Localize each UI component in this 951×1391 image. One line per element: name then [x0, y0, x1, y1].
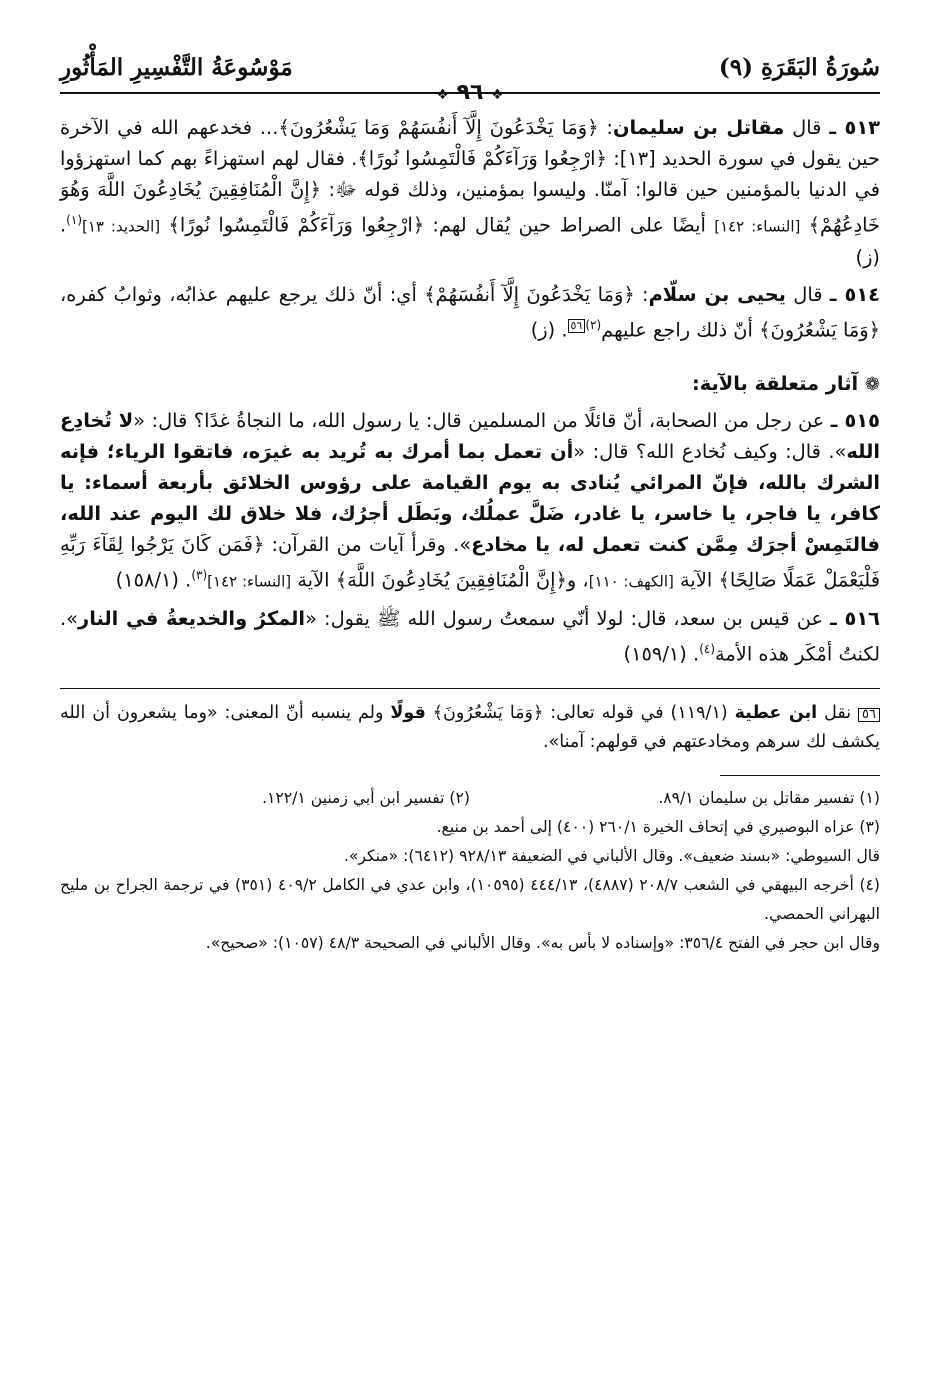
text: (١١٩/١) في قوله تعالى: [543, 702, 735, 723]
text: عن رجل من الصحابة، أنّ قائلًا من المسلمين قال: يا رسول الله، ما النجاةُ غدًا؟ قال: « [133, 408, 831, 432]
quran-verse: ﴿وَمَا يَخْدَعُونَ إِلَّآ أَنفُسَهُمْ﴾ [424, 283, 635, 307]
book-title: مَوْسُوعَةُ التَّفْسِيرِ المَأْثُورِ [60, 54, 293, 81]
footnote-row [60, 784, 880, 813]
text: أنّ ذلك راجع عليهم [601, 318, 760, 342]
ornament-icon: ❖ [491, 87, 504, 103]
text: . (١٥٩/١) [623, 642, 700, 666]
paragraph-516 [60, 603, 880, 669]
footnote-3-continued: قال السيوطي: «بسند ضعيف». وقال الألباني في الضعيفة ٩٢٨/١٣ (٦٤١٢): «منكر». [343, 846, 880, 865]
text: الآية [673, 568, 719, 592]
hadith-text: المكرُ والخديعةُ في النار [78, 607, 306, 631]
hadith-text: أن تعمل بما أمرك به تُريد به غيرَه، فاتقوا الرياء؛ فإنه الشرك بالله، فإنّ المرائي يُنادى به يوم القيامة على رؤوس الخلائق بأربعة أسماء: يا كافر، يا فاجر، يا خاسر، يا غادر، ضَلَّ عملُك، وبَطَل أجرُك، فلا خلاق لك اليوم عند الله، فالتَمِسْ أجرَك مِمَّن كنت تعمل له، يا مخادع [60, 439, 880, 556]
section-heading [60, 372, 880, 395]
verse-reference: [النساء: ١٤٢] [207, 572, 292, 591]
quran-verse: ﴿فَمَن كَانَ يَرْجُوا لِقَآءَ رَبِّهِ فَلْيَعْمَلْ عَمَلًا صَالِحًا﴾ [60, 532, 880, 592]
emphasis: قولًا [390, 702, 426, 723]
footnote-ref: (٢) [585, 318, 602, 333]
text: أيضًا على الصراط حين يُقال لهم: [424, 213, 715, 237]
quran-verse: ﴿إِنَّ الْمُنَافِقِينَ يُخَادِعُونَ اللَّهَ﴾ [335, 568, 567, 592]
hadith-text: لا تُخادِع الله [60, 408, 881, 463]
text: نقل [817, 702, 859, 723]
text: عن قيس بن سعد، قال: لولا أنّي سمعتُ رسول الله ﷺ يقول: « [305, 607, 831, 631]
author-name: يحيى بن سلّام [648, 283, 786, 307]
section-heading-text: آثار متعلقة بالآية: [691, 371, 859, 395]
author-name: ابن عطية [734, 702, 818, 723]
text: ، و [566, 568, 589, 592]
text: ». لكنتُ أمْكَر هذه الأمة [60, 607, 880, 666]
footnote-1: (١) تفسير مقاتل بن سليمان ٨٩/١. [658, 788, 880, 807]
footnote-4: (٤) أخرجه البيهقي في الشعب ٢٠٨/٧ (٤٨٨٧)، ٤٤٤/١٣ (١٠٥٩٥)، وابن عدي في الكامل ٤٠٩/٢ (٣٥١) في ترجمة الجراح بن مليح البهراني الحمصي. [60, 875, 881, 923]
paragraph-number: ٥١٤ ـ [829, 283, 880, 307]
quran-verse: ﴿وَمَا يَشْعُرُونَ﴾ [432, 702, 544, 723]
text: . (ز) [530, 318, 568, 342]
footnote-3: (٣) عزاه البوصيري في إتحاف الخيرة ٢٦٠/١ (٤٠٠) إلى أحمد بن منيع. [436, 817, 880, 836]
running-header [60, 52, 880, 94]
footnote-divider [720, 775, 880, 776]
author-name: مقاتل بن سليمان [612, 116, 785, 139]
verse-reference: [النساء: ١٤٢] [714, 217, 801, 236]
paragraph-number: ٥١٥ ـ [830, 408, 880, 432]
quran-verse: ﴿وَمَا يَشْعُرُونَ﴾ [759, 318, 880, 342]
footnote-ref: (٤) [699, 642, 716, 657]
document-page [60, 52, 880, 1352]
text: : [598, 116, 613, 139]
text [426, 703, 433, 723]
flower-icon: ❁ [864, 373, 880, 395]
commentary-note-56 [60, 699, 880, 757]
text: : [634, 283, 649, 307]
surah-title: سُورَةُ البَقَرَةِ (٩) [718, 54, 880, 81]
paragraph-513 [60, 112, 880, 273]
ornament-icon: ❖ [436, 87, 449, 103]
paragraph-515 [60, 405, 880, 597]
page-number: ٩٦ [456, 80, 484, 105]
quran-verse: ﴿وَمَا يَخْدَعُونَ إِلَّآ أَنفُسَهُمْ وَمَا يَشْعُرُونَ﴾ [278, 116, 599, 139]
quran-verse: ﴿إِنَّ الْمُنَافِقِينَ يُخَادِعُونَ اللَّهَ وَهُوَ خَادِعُهُمْ﴾ [60, 178, 880, 237]
text: أي: أنّ ذلك يرجع عليهم عذابُه، وثوابُ كفره، [60, 283, 425, 307]
text: الآية [291, 568, 336, 592]
verse-reference: [الكهف: ١١٠] [588, 572, 674, 591]
footnote-4-continued: وقال ابن حجر في الفتح ٣٥٦/٤: «وإسناده لا بأس به». وقال الألباني في الصحيحة ٤٨/٣ (١٠٥٧): «صحيح». [205, 933, 880, 952]
commentary-box-number: ٥٦ [858, 708, 880, 722]
text: ولم ينسبه أنّ المعنى: «وما يشعرون أن الله يكشف لك سرهم ومخادعتهم في قولهم: آمنا». [60, 702, 880, 752]
commentary-box-ref: ٥٦ [568, 319, 586, 333]
verse-reference: [الحديد: ١٣] [82, 217, 161, 236]
footnote-2: (٢) تفسير ابن أبي زمنين ١٢٢/١. [262, 788, 470, 807]
footnote-ref: (٣) [191, 567, 208, 582]
divider [60, 688, 880, 689]
paragraph-514 [60, 279, 880, 345]
text: . (١٥٨/١) [115, 568, 192, 592]
text: ». قال: وكيف نُخادع الله؟ قال: « [573, 439, 847, 463]
text: قال [785, 283, 830, 307]
footnote-ref: (١) [66, 213, 82, 227]
text: قال [784, 116, 830, 139]
paragraph-number: ٥١٦ ـ [830, 607, 880, 631]
quran-verse: ﴿ارْجِعُوا وَرَآءَكُمْ فَالْتَمِسُوا نُورًا﴾ [357, 147, 607, 170]
paragraph-number: ٥١٣ ـ [829, 116, 881, 139]
text: ... فخدعهم الله في الآخرة حين يقول في سورة الحديد [١٣]: [60, 116, 881, 170]
quran-verse: ﴿ارْجِعُوا وَرَآءَكُمْ فَالْتَمِسُوا نُورًا﴾ [168, 213, 425, 237]
text: . فقال لهم استهزاءً بهم كما استهزؤوا في الدنيا بالمؤمنين حين قالوا: آمنّا. وليسوا بمؤمنين، وذلك قوله ﷻ: [60, 147, 880, 201]
text: . (ز) [60, 213, 880, 270]
text: ». وقرأ آيات من القرآن: [264, 532, 472, 556]
